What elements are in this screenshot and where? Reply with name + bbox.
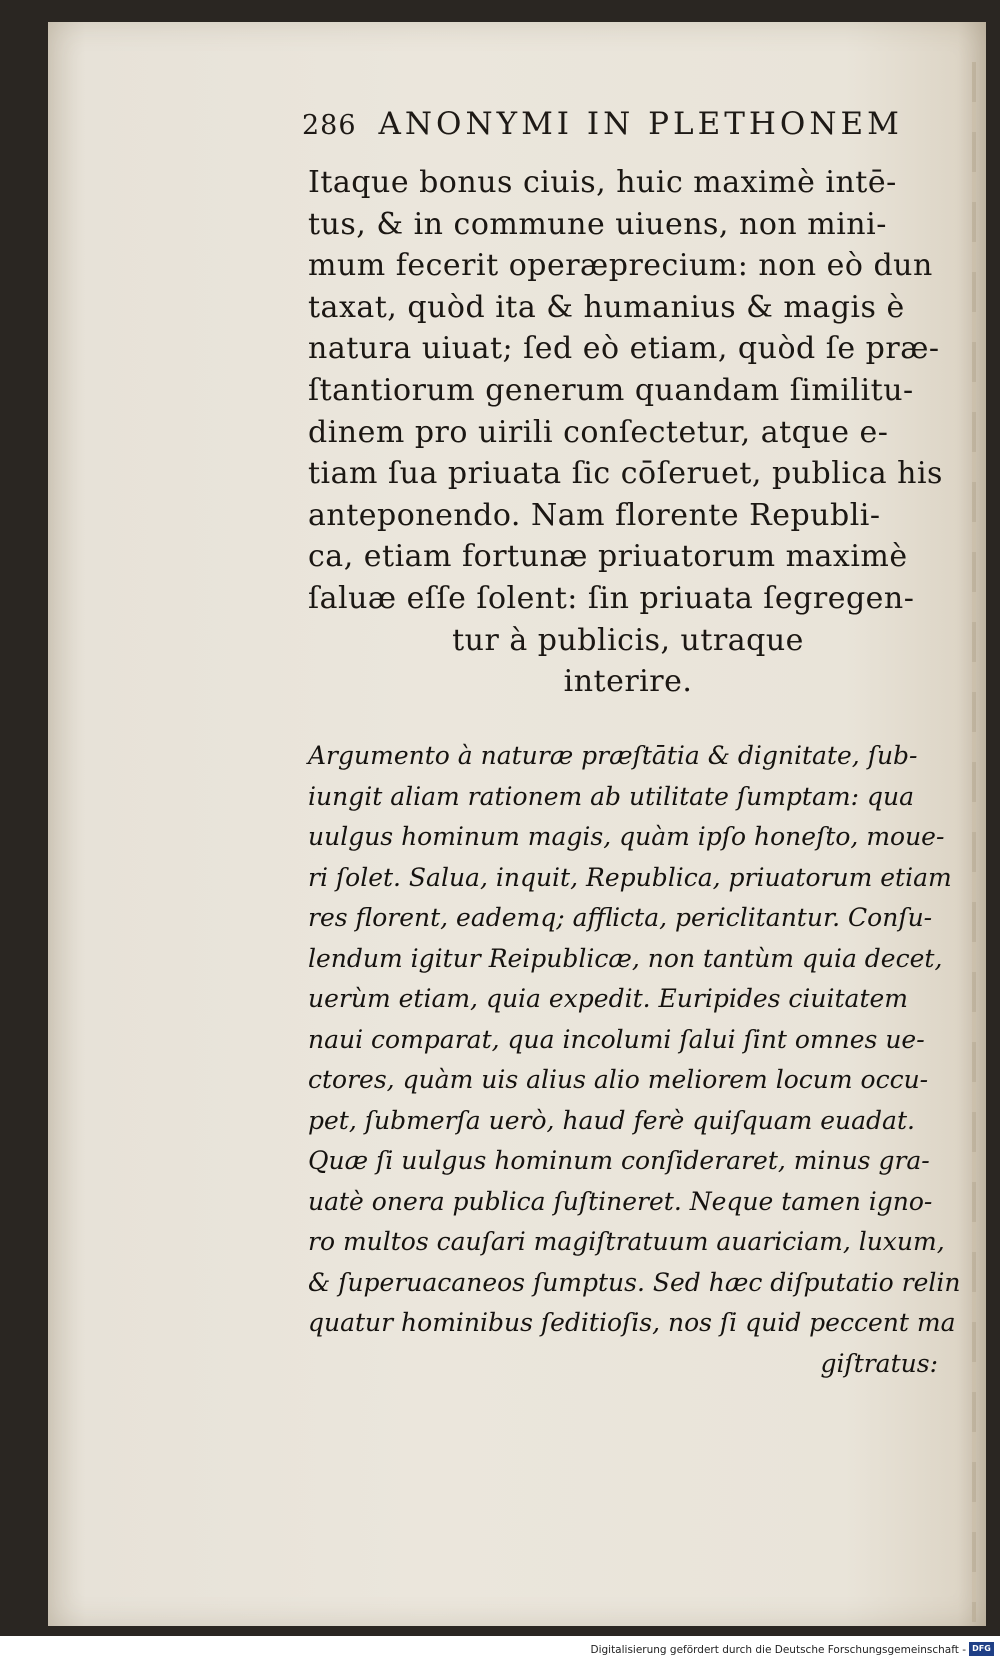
commentary-block — [308, 736, 961, 1384]
text-line: mum fecerit operæprecium: non eò dun — [308, 248, 933, 284]
commentary-line: quatur hominibus ſeditioſis, nos ſi quid peccent ma — [308, 1308, 956, 1337]
running-head: ANONYMI IN PLETHONEM — [378, 106, 903, 142]
funding-credit: Digitalisierung gefördert durch die Deutsche Forschungsgemeinschaft - — [590, 1644, 966, 1656]
commentary-line: naui comparat, qua incolumi ſalui ſint omnes ue- — [308, 1024, 925, 1054]
dfg-logo-icon: DFG — [969, 1642, 994, 1656]
page-header — [302, 106, 903, 142]
commentary-line: ro multos cauſari magiſtratuum auariciam, luxum, — [308, 1227, 945, 1256]
text-line: Itaque bonus ciuis, huic maximè intē- — [308, 165, 897, 200]
text-line: tus, & in commune uiuens, non mini- — [308, 206, 887, 242]
commentary-line: & ſuperuacaneos ſumptus. Sed hæc diſputatio relin — [308, 1267, 961, 1297]
text-line: natura uiuat; ſed eò etiam, quòd ſe præ- — [308, 331, 940, 367]
text-line: ſtantiorum generum quandam ſimilitu- — [308, 372, 914, 408]
page-edge — [972, 62, 976, 1622]
commentary-line: ri ſolet. Salua, inquit, Republica, priuatorum etiam — [308, 862, 952, 892]
text-line: interire. — [563, 664, 693, 700]
text-line: tiam ſua priuata ſic cōſeruet, publica his — [308, 456, 943, 492]
text-line: ca, etiam fortunæ priuatorum maximè — [308, 539, 908, 575]
commentary-line: ctores, quàm uis alius alio meliorem locum occu- — [308, 1065, 929, 1094]
commentary-line: uatè onera publica ſuſtineret. Neque tamen igno- — [308, 1186, 933, 1216]
page-number: 286 — [302, 110, 357, 141]
commentary-line: res florent, eademq; afflicta, periclitantur. Conſu- — [308, 903, 933, 932]
commentary-line: iungit aliam rationem ab utilitate ſumptam: qua — [308, 781, 914, 811]
commentary-line: pet, ſubmerſa uerò, haud ferè quiſquam euadat. — [308, 1105, 915, 1135]
text-line: dinem pro uirili conſectetur, atque e- — [308, 414, 889, 450]
main-text-block — [308, 162, 948, 703]
catchword: giſtratus: — [820, 1348, 938, 1378]
commentary-line: uerùm etiam, quia expedit. Euripides ciuitatem — [308, 984, 908, 1013]
text-line: ſaluæ eſſe ſolent: ſin priuata ſegregen- — [308, 580, 915, 616]
text-line: tur à publicis, utraque — [452, 622, 804, 658]
commentary-line: lendum igitur Reipublicæ, non tantùm quia decet, — [308, 943, 943, 973]
commentary-line: Quæ ſi uulgus hominum conſideraret, minus gra- — [308, 1146, 930, 1175]
text-line: anteponendo. Nam florente Republi- — [308, 497, 881, 533]
commentary-line: uulgus hominum magis, quàm ipſo honeſto, moue- — [308, 822, 945, 851]
commentary-line: Argumento à naturæ præſtātia & dignitate, ſub- — [308, 741, 918, 770]
text-line: taxat, quòd ita & humanius & magis è — [308, 289, 905, 325]
